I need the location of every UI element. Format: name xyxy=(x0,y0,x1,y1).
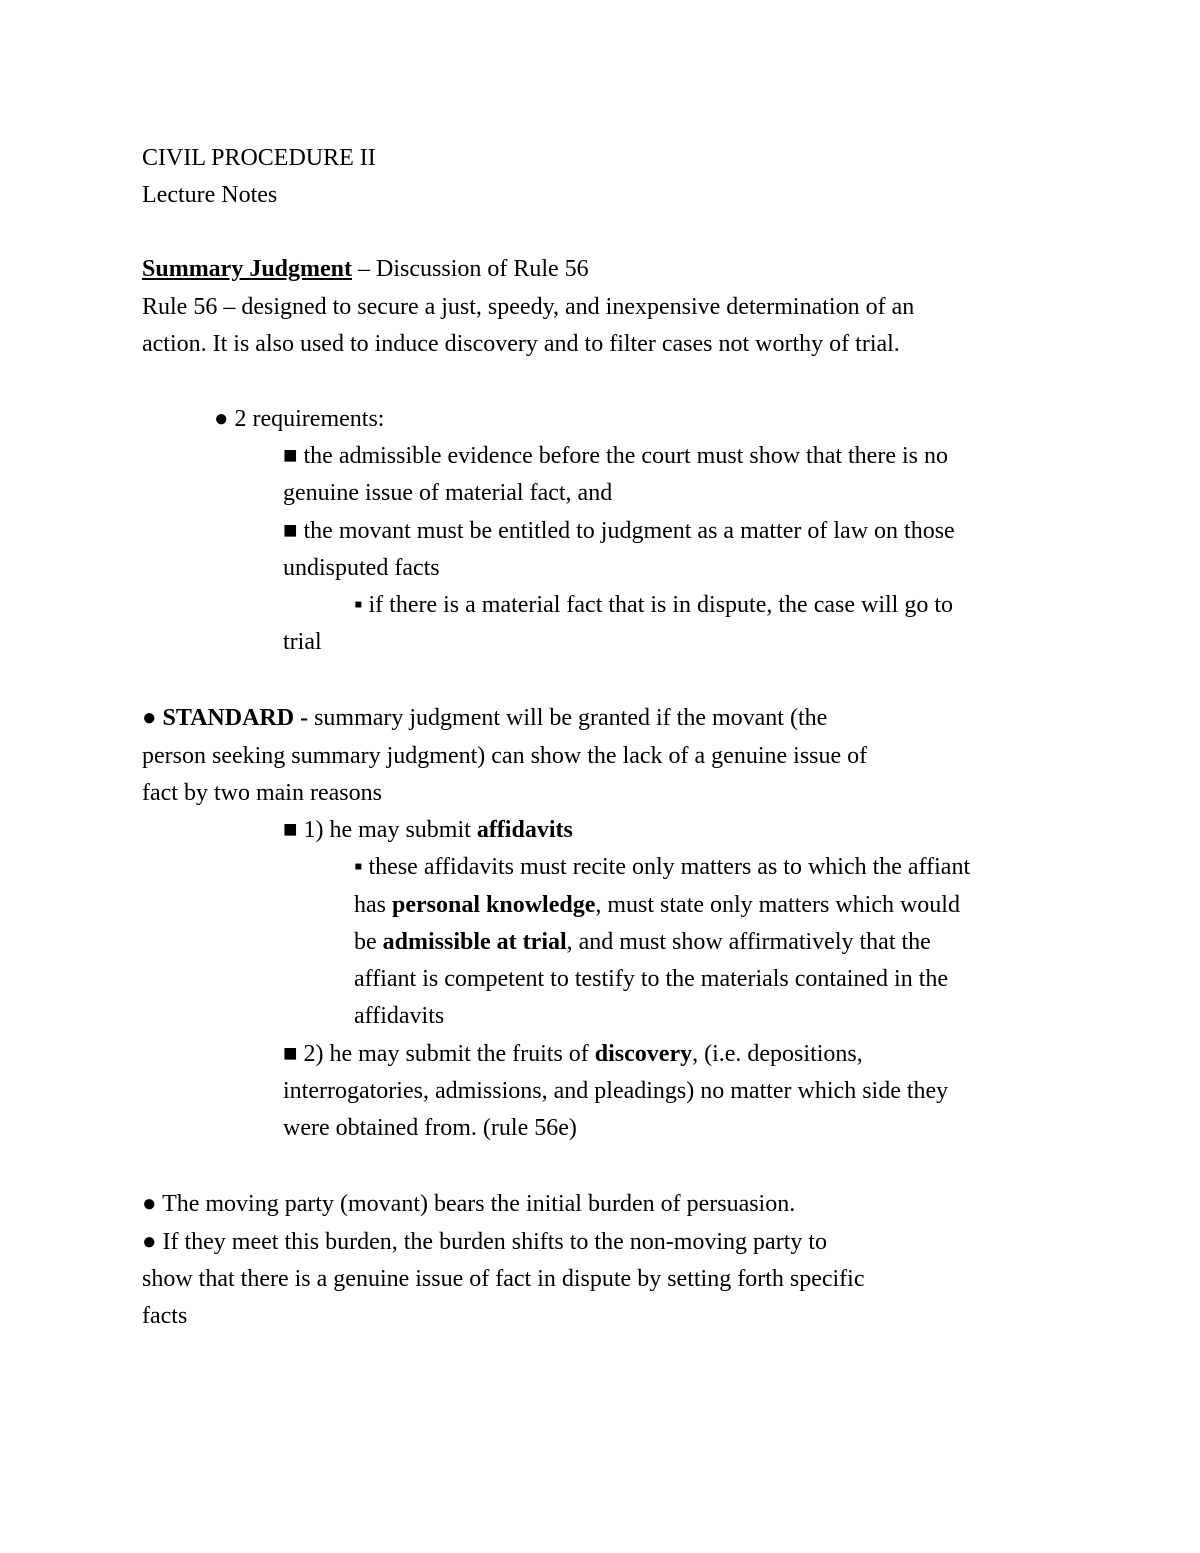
section-heading-rest: – Discussion of Rule 56 xyxy=(352,256,589,282)
standard-line-2: person seeking summary judgment) can show the lack of a genuine issue of xyxy=(142,743,868,769)
requirement-sub-line-2: trial xyxy=(283,629,322,655)
affidavit-line-2-post: , must state only matters which would xyxy=(595,892,960,918)
affidavit-line-3 xyxy=(354,927,931,957)
requirement-1-line-2: genuine issue of material fact, and xyxy=(283,480,613,506)
burden-line-3: show that there is a genuine issue of fact in dispute by setting forth specific xyxy=(142,1266,865,1292)
requirement-2-line-1: ■ the movant must be entitled to judgment as a matter of law on those xyxy=(283,518,955,544)
item-1-text: ■ 1) he may submit xyxy=(283,817,477,843)
burden-line-1: ● The moving party (movant) bears the initial burden of persuasion. xyxy=(142,1191,796,1217)
standard-line-3: fact by two main reasons xyxy=(142,780,382,806)
course-title: CIVIL PROCEDURE II xyxy=(142,145,376,171)
item-2-line-2: interrogatories, admissions, and pleadings) no matter which side they xyxy=(283,1078,949,1104)
section-heading: Summary Judgment xyxy=(142,256,353,282)
intro-line-2: action. It is also used to induce discovery and to filter cases not worthy of trial. xyxy=(142,331,900,357)
standard-item-1 xyxy=(283,815,573,845)
item-2-pre: ■ 2) he may submit the fruits of xyxy=(283,1041,595,1067)
standard-label: STANDARD - xyxy=(162,705,309,731)
standard-line-1-rest: summary judgment will be granted if the movant (the xyxy=(308,705,828,731)
affidavit-line-5: affidavits xyxy=(354,1003,445,1029)
standard-bullet: ● xyxy=(142,705,163,731)
affidavit-line-4: affiant is competent to testify to the materials contained in the xyxy=(354,966,949,992)
requirement-2-line-2: undisputed facts xyxy=(283,555,440,581)
affidavit-line-3-pre: be xyxy=(354,929,383,955)
affidavit-line-3-bold: admissible at trial xyxy=(382,929,567,955)
affidavit-line-3-post: , and must show affirmatively that the xyxy=(566,929,931,955)
item-2-post: , (i.e. depositions, xyxy=(692,1041,863,1067)
affidavit-line-1: ▪ these affidavits must recite only matters as to which the affiant xyxy=(354,854,971,880)
requirements-bullet: ● 2 requirements: xyxy=(214,406,385,432)
standard-line-1 xyxy=(142,703,827,733)
item-2-bold: discovery xyxy=(594,1041,693,1067)
affidavit-line-2-pre: has xyxy=(354,892,392,918)
affidavit-line-2-bold: personal knowledge xyxy=(392,892,596,918)
section-heading-line xyxy=(142,254,589,284)
requirement-sub-line-1: ▪ if there is a material fact that is in dispute, the case will go to xyxy=(354,592,953,618)
item-1-bold: affidavits xyxy=(476,817,573,843)
item-2-line-3: were obtained from. (rule 56e) xyxy=(283,1115,577,1141)
document-subtitle: Lecture Notes xyxy=(142,182,278,208)
burden-line-2: ● If they meet this burden, the burden shifts to the non-moving party to xyxy=(142,1229,828,1255)
intro-line-1: Rule 56 – designed to secure a just, speedy, and inexpensive determination of an xyxy=(142,294,915,320)
standard-item-2 xyxy=(283,1039,863,1069)
requirement-1-line-1: ■ the admissible evidence before the court must show that there is no xyxy=(283,443,948,469)
burden-line-4: facts xyxy=(142,1303,188,1329)
affidavit-line-2 xyxy=(354,890,960,920)
